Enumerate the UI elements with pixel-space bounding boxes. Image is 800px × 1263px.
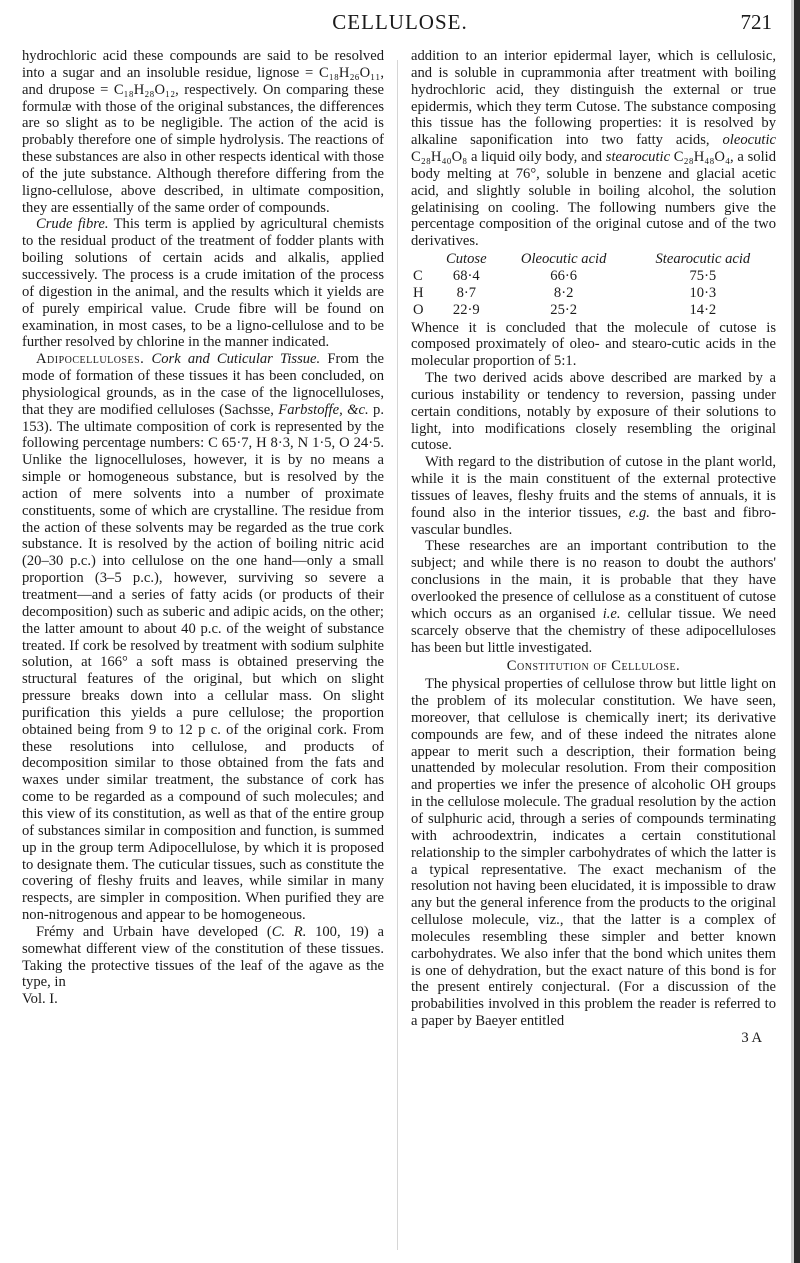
paragraph-conclusion: Whence it is concluded that the molecule of cutose is composed proximately of oleo- and stearo-cutic acids in the molecular proportion of 5:1.: [411, 319, 776, 370]
table-header: Stearocutic acid: [655, 251, 751, 268]
page-header: [0, 4, 800, 38]
paragraph-text: With regard to the distribution of cutose in the plant world, while it is the main constituent of the external protective tissues of leaves, fleshy fruits and the stems of annuals, it is found also in the interior tissues,: [411, 454, 776, 521]
paragraph-text: C₂₈H₄₈O₄, a solid body melting at 76°, soluble in benzene and glacial acetic acid, and slightly soluble in boiling alcohol, the solution gelatinising on cooling. The following numbers give the percentage composition of the original cutose and of the two derivatives.: [411, 149, 776, 250]
table-cell-element: H: [413, 284, 424, 301]
table-row: [411, 302, 776, 319]
signature-mark: 3 A: [741, 1029, 762, 1046]
paragraph-text: Frémy and Urbain have developed (: [36, 923, 272, 940]
table-cell: 66·6: [550, 267, 578, 284]
table-row: [411, 285, 776, 302]
paragraph-distribution: [411, 454, 776, 538]
citation: Farbstoffe, &c.: [278, 401, 369, 418]
page-edge: [794, 0, 800, 1263]
term-stearocutic: stearocutic: [605, 149, 671, 166]
table-header: Oleocutic acid: [520, 251, 607, 268]
paragraph-text: the bast and fibro-vascular bundles.: [411, 504, 776, 538]
table-cell: 8·7: [456, 284, 477, 301]
paragraph-text: C₂₈H₄₀O₈ a liquid oily body, and: [411, 149, 606, 166]
composition-table: [411, 251, 776, 318]
paragraph-text: p. 153). The ultimate composition of cork is represented by the following percentage numbers: C 65·7, H 8·3, N 1·5, O 24·5. Unlike the lignocelluloses, however, it is by no means a simple or homogeneous substance, but is resolved by the action of mere solvents into a number of proximate constituents, some of which are crystalline. The residue from the action of these solvents may be regarded as the true cork substance. It is resolved by the action of boiling nitric acid (20–30 p.c.) into cellulose on the one hand—only a small proportion (3–5 p.c.), however, surviving so severe a treatment—and a series of fatty acids (or products of their decomposition) such as suberic and adipic acids, on the other; the latter amount to about 40 p.c. of the weight of substance treated. If cork be resolved by treatment with sodium sulphite solution, at 166° a soft mass is obtained preserving the structural features of the original, but which on slight pressure breaks down into a cellular mass. On slight purification this yields a pure cellulose; the proportion obtained being from 9 to 12 p c. of the original cork. From these resolutions into cellulose, and products of decomposition similar to those obtained from the fats and waxes under similar treatment, the substance of cork has come to be regarded as a compound of such molecules; and this view of its constitution, as well as that of the entire group of substances similar in composition and function, is summed up in the group term Adipocellulose, by which it is proposed to designate them. The cuticular tissues, such as constitute the covering of fleshy fruits and leaves, while similar in many respects, are simpler in composition. When purified they are non-nitrogenous and appear to be homogeneous.: [22, 401, 385, 924]
table-cell: 10·3: [689, 284, 717, 301]
paragraph-text: From the mode of formation of these tissues it has been concluded, on physiological grounds, as in the case of the lignocelluloses, that they are modified celluloses (Sachsse,: [22, 351, 384, 418]
paragraph-hydrolysis: [22, 48, 384, 216]
page-number: 721: [740, 10, 772, 34]
paragraph-cutose: [411, 48, 776, 250]
term-crude-fibre: Crude fibre.: [36, 216, 109, 233]
table-cell-element: C: [413, 267, 423, 284]
running-title: CELLULOSE.: [332, 10, 468, 34]
paragraph-text: 100, 19) a somewhat different view of the constitution of these tissues. Taking the protective tissues of the leaf of the agave as the type, in: [22, 923, 384, 991]
term-oleocutic: oleocutic: [722, 132, 776, 149]
right-column: [411, 48, 776, 1047]
abbrev-ie: i.e.: [602, 605, 621, 622]
table-header-element: [411, 251, 435, 268]
table-cell: 25·2: [550, 301, 578, 318]
table-cell-element: O: [413, 301, 424, 318]
abbrev-eg: e.g.: [628, 504, 650, 521]
table-cell: 75·5: [689, 267, 717, 284]
table-cell: 8·2: [553, 284, 574, 301]
volume-label: Vol. I.: [22, 991, 58, 1008]
signature-footer: [411, 1030, 776, 1047]
paragraph-text: hydrochloric acid these compounds are said to be resolved into a sugar and an insoluble residue, lignose = C₁₈H₂₆O₁₁, and drupose = C₁₈H₂₈O₁₂, respectively. On comparing these formulæ with those of the original substances, the differences are so slight as to be negligible. The action of the acid is probably therefore one of simple hydrolysis. The reactions of these substances are also in other respects identical with those of the jute substance. Although therefore differing from the ligno-cellulose, above described, in ultimate composition, they are essentially of the same order of compounds.: [22, 48, 384, 216]
section-heading-constitution: Constitution of Cellulose.: [506, 658, 681, 675]
column-gutter: [397, 60, 398, 1250]
citation: C. R.: [271, 923, 307, 940]
paragraph-text: This term is applied by agricultural chemists to the residual product of the treatment of fodder plants with boiling solutions of certain acids and alkalis, applied successively. The process is a crude imitation of the process of digestion in the animal, and the results which it yields are of purely empirical value. Crude fibre will be found on examination, in most cases, to be a ligno-cellulose and to be further resolved by chlorine in the manner indicated.: [22, 216, 385, 351]
section-heading-adipocelluloses: Adipocelluloses.: [36, 351, 145, 368]
table-header-row: [411, 251, 776, 268]
table-row: [411, 268, 776, 285]
table-cell: 14·2: [689, 301, 717, 318]
table-cell: 22·9: [452, 301, 480, 318]
paragraph-crude-fibre: [22, 216, 384, 351]
paragraph-text: These researches are an important contribution to the subject; and while there is no reason to doubt the authors' conclusions in the main, it is probable that they have overlooked the presence of cellulose as a constituent of cutose which occurs as an organised: [411, 538, 776, 622]
table-cell: 68·4: [452, 267, 480, 284]
paragraph-text: cellular tissue. We need scarcely observe that the chemistry of these adipocelluloses has been but little investigated.: [411, 605, 776, 656]
paragraph-researches: [411, 538, 776, 656]
paragraph-adipocelluloses: [22, 351, 384, 924]
paragraph-text: addition to an interior epidermal layer, which is cellulosic, and is soluble in cuprammonia after treatment with boiling hydrochloric acid, they distinguish the external or true epidermis, which they term Cutose. The substance composing this tissue has the following properties: it is resolved by alkaline saponification into two fatty acids,: [411, 48, 776, 149]
table-header: Cutose: [446, 251, 487, 268]
paragraph-constitution: The physical properties of cellulose throw but little light on the problem of its molecular constitution. We have seen, moreover, that cellulose is chemically inert; its derivative compounds are few, and of these indeed the nitrates alone appear to merit such a description, their formation being unattended by molecular resolution. From their composition and properties we infer the presence of alcoholic OH groups in the cellulose molecule. The gradual resolution by the action of sulphuric acid, through a series of compounds terminating with achroodextrin, indicates a certain constitutional relationship to the simpler carbohydrates of which the latter is a typical representative. The exact mechanism of the resolution not having been elucidated, it is impossible to draw any but the general inference from the products to the original cellulose molecule, viz., that the latter is a complex of molecules resembling these simpler and better known carbohydrates. We also infer that the bond which unites them is one of dehydration, but the exact nature of this bond is for the present entirely conjectural. (For a discussion of the probabilities involved in this problem the reader is referred to a paper by Baeyer entitled: [411, 676, 776, 1030]
paragraph-fremy: [22, 924, 384, 991]
subheading-cork: Cork and Cuticular Tissue.: [151, 351, 321, 368]
left-column: [22, 48, 384, 1008]
volume-footer: [22, 991, 384, 1008]
paragraph-instability: The two derived acids above described are marked by a curious instability or tendency to reversion, passing under certain conditions, notably by exposure of their solutions to light, into modifications closely resembling the original cutose.: [411, 370, 776, 454]
